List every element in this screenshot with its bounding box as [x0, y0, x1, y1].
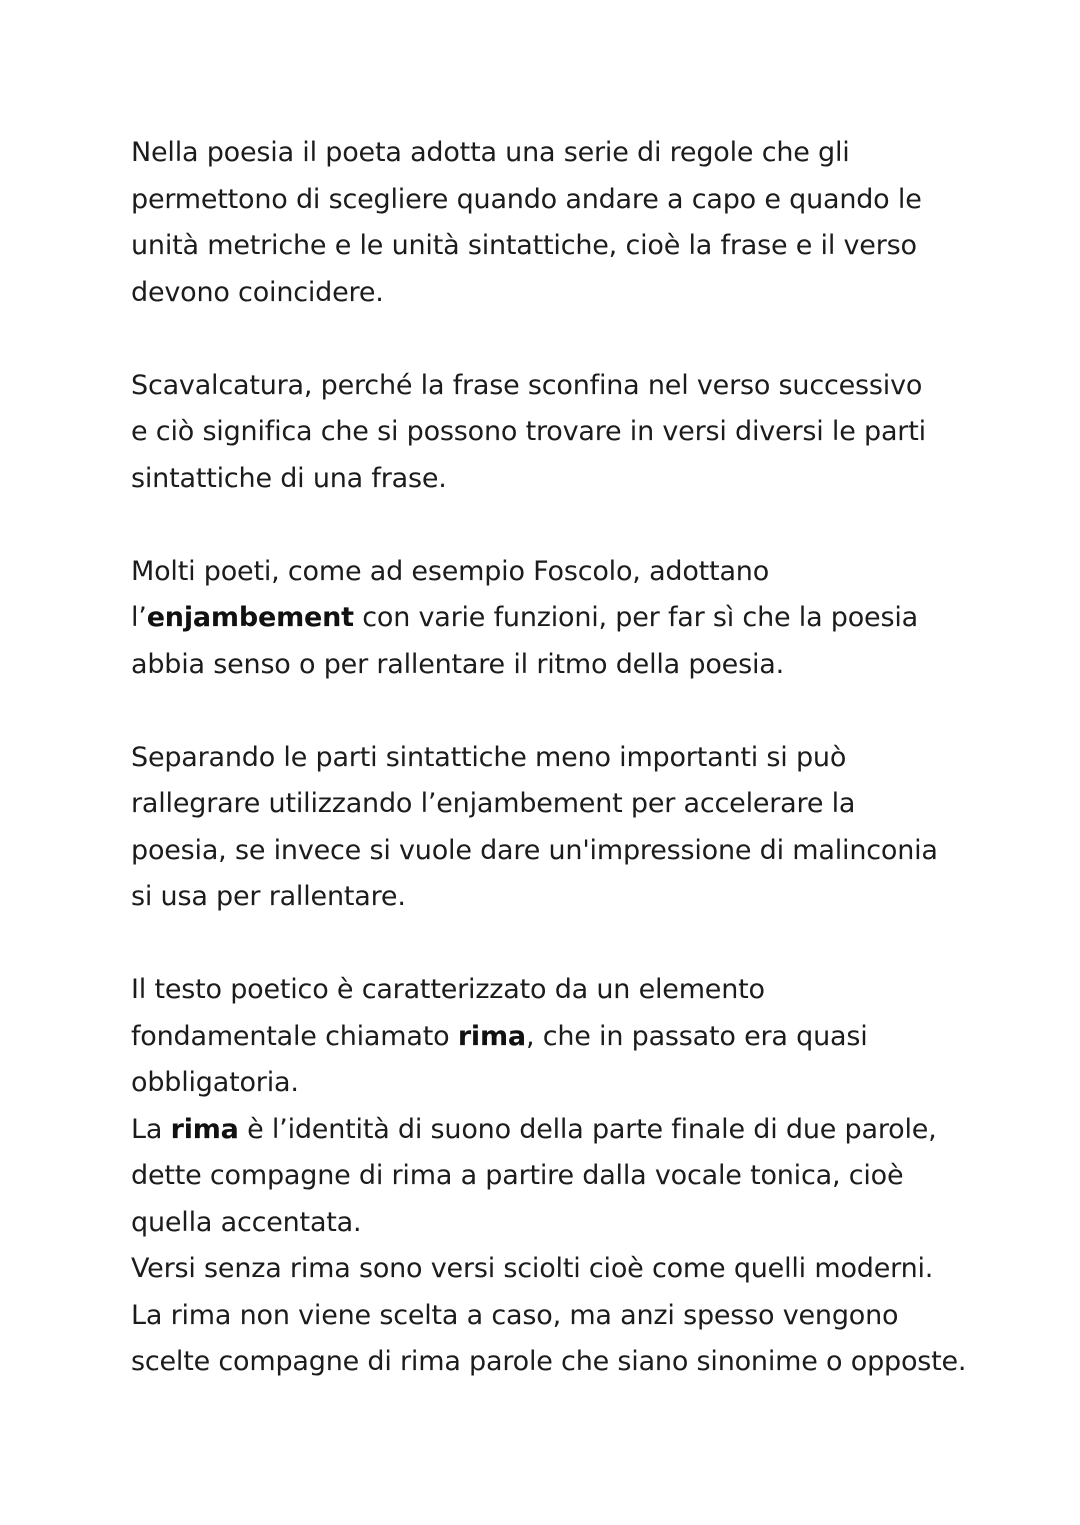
- text-line: e ciò significa che si possono trovare in versi diversi le parti: [131, 416, 926, 447]
- text-line: Versi senza rima sono versi sciolti cioè come quelli moderni.: [131, 1253, 934, 1284]
- text-line: Separando le parti sintattiche meno importanti si può: [131, 741, 847, 773]
- text-line: Scavalcatura, perché la frase sconfina nel verso successivo: [131, 369, 923, 401]
- text-line: rallegrare utilizzando l’enjambement per accelerare la: [131, 788, 856, 819]
- text-run: La: [131, 1113, 171, 1145]
- text-line: poesia, se invece si vuole dare un'impressione di malinconia: [131, 834, 938, 866]
- text-line: quella accentata.: [131, 1206, 362, 1238]
- text-line: dette compagne di rima a partire dalla vocale tonica, cioè: [131, 1160, 904, 1191]
- text-run: con varie funzioni, per far sì che la poesia: [353, 602, 918, 633]
- bold-term-rima: rima: [457, 1020, 526, 1052]
- text-line: Nella poesia il poeta adotta una serie di regole che gli: [131, 137, 850, 168]
- text-line: Il testo poetico è caratterizzato da un elemento: [131, 974, 765, 1005]
- text-line: unità metriche e le unità sintattiche, cioè la frase e il verso: [131, 230, 917, 261]
- paragraph-enjambement: [131, 549, 961, 689]
- text-line: abbia senso o per rallentare il ritmo della poesia.: [131, 648, 784, 680]
- text-line: [131, 1014, 961, 1061]
- text-line: si usa per rallentare.: [131, 881, 406, 912]
- text-run: l’: [131, 602, 147, 633]
- paragraph-scavalcatura: [131, 363, 961, 503]
- text-run: fondamentale chiamato: [131, 1020, 458, 1052]
- text-run: è l’identità di suono della parte finale di due parole,: [238, 1113, 937, 1145]
- text-line: devono coincidere.: [131, 276, 384, 308]
- paragraph-separando: [131, 735, 961, 921]
- text-run: , che in passato era quasi: [525, 1020, 868, 1052]
- text-line: permettono di scegliere quando andare a capo e quando le: [131, 183, 922, 215]
- text-line: scelte compagne di rima parole che siano sinonime o opposte.: [131, 1346, 967, 1377]
- text-line: [131, 1107, 961, 1154]
- document-body: [131, 130, 967, 1386]
- bold-term-rima: rima: [170, 1113, 239, 1145]
- paragraph-rima: [131, 967, 967, 1386]
- paragraph-poetic-rules: [131, 130, 961, 316]
- text-line: La rima non viene scelta a caso, ma anzi spesso vengono: [131, 1299, 899, 1331]
- bold-term-enjambement: enjambement: [146, 602, 354, 633]
- text-line: obbligatoria.: [131, 1067, 299, 1098]
- text-line: [131, 595, 961, 642]
- text-line: sintattiche di una frase.: [131, 462, 447, 494]
- text-line: Molti poeti, come ad esempio Foscolo, adottano: [131, 555, 770, 587]
